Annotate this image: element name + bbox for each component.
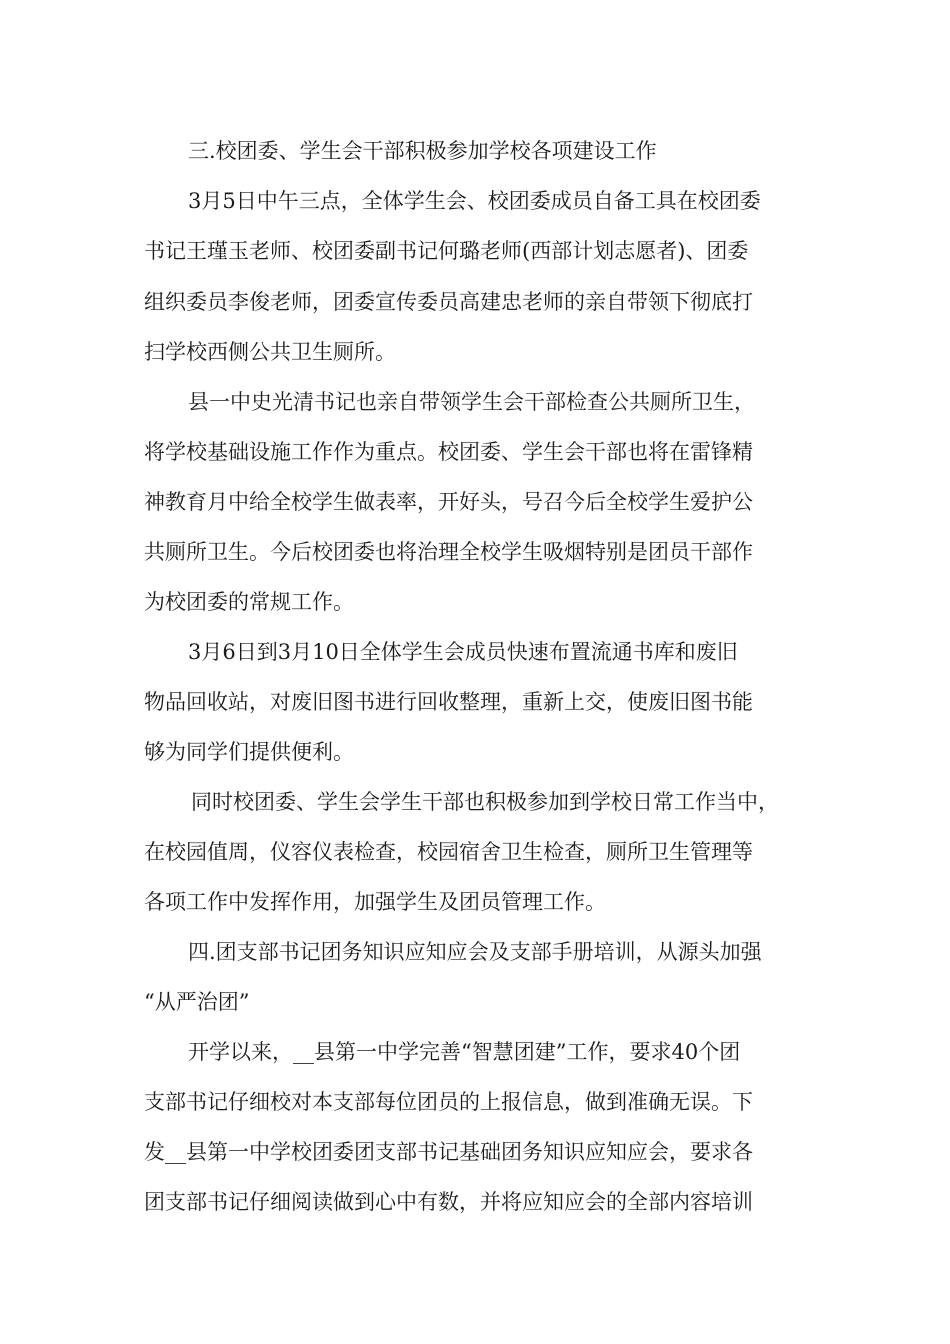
paragraph-2-line-4: 扫学校西侧公共卫生厕所。 [144, 340, 396, 364]
paragraph-7-line-2: 支部书记仔细校对本支部每位团员的上报信息，做到准确无误。下 [144, 1090, 753, 1114]
paragraph-5-line-3: 各项工作中发挥作用，加强学生及团员管理工作。 [144, 890, 606, 914]
paragraph-3-line-2: 将学校基础设施工作作为重点。校团委、学生会干部也将在雷锋精 [144, 440, 753, 464]
paragraph-2-line-3: 组织委员李俊老师，团委宣传委员高建忠老师的亲自带领下彻底打 [144, 290, 753, 314]
paragraph-5-line-2: 在校园值周，仪容仪表检查，校园宿舍卫生检查，厕所卫生管理等 [144, 840, 753, 864]
section-heading-4-line-1: 四.团支部书记团务知识应知应会及支部手册培训，从源头加强 [188, 940, 762, 964]
paragraph-5-line-1: 同时校团委、学生会学生干部也积极参加到学校日常工作当中， [191, 790, 779, 814]
paragraph-4-line-3: 够为同学们提供便利。 [144, 740, 354, 764]
paragraph-3-line-5: 为校团委的常规工作。 [144, 590, 354, 614]
paragraph-4-line-1: 3月6日到3月10日全体学生会成员快速布置流通书库和废旧 [188, 640, 738, 664]
paragraph-2-line-2: 书记王瑾玉老师、校团委副书记何璐老师(西部计划志愿者)、团委 [144, 239, 749, 263]
paragraph-3-line-4: 共厕所卫生。今后校团委也将治理全校学生吸烟特别是团员干部作 [144, 540, 753, 564]
paragraph-7-line-1: 开学以来，__县第一中学完善“智慧团建”工作，要求40个团 [188, 1040, 741, 1064]
paragraph-3-line-1: 县一中史光清书记也亲自带领学生会干部检查公共厕所卫生， [188, 390, 755, 414]
section-heading-4-line-2: “从严治团” [144, 990, 250, 1014]
section-heading-3: 三.校团委、学生会干部积极参加学校各项建设工作 [188, 139, 657, 163]
paragraph-3-line-3: 神教育月中给全校学生做表率，开好头，号召今后全校学生爱护公 [144, 490, 753, 514]
paragraph-2-line-1: 3月5日中午三点，全体学生会、校团委成员自备工具在校团委 [188, 189, 761, 213]
paragraph-4-line-2: 物品回收站，对废旧图书进行回收整理，重新上交，使废旧图书能 [144, 690, 753, 714]
paragraph-7-line-4: 团支部书记仔细阅读做到心中有数，并将应知应会的全部内容培训 [144, 1190, 753, 1214]
paragraph-7-line-3: 发__县第一中学校团委团支部书记基础团务知识应知应会，要求各 [144, 1140, 753, 1164]
